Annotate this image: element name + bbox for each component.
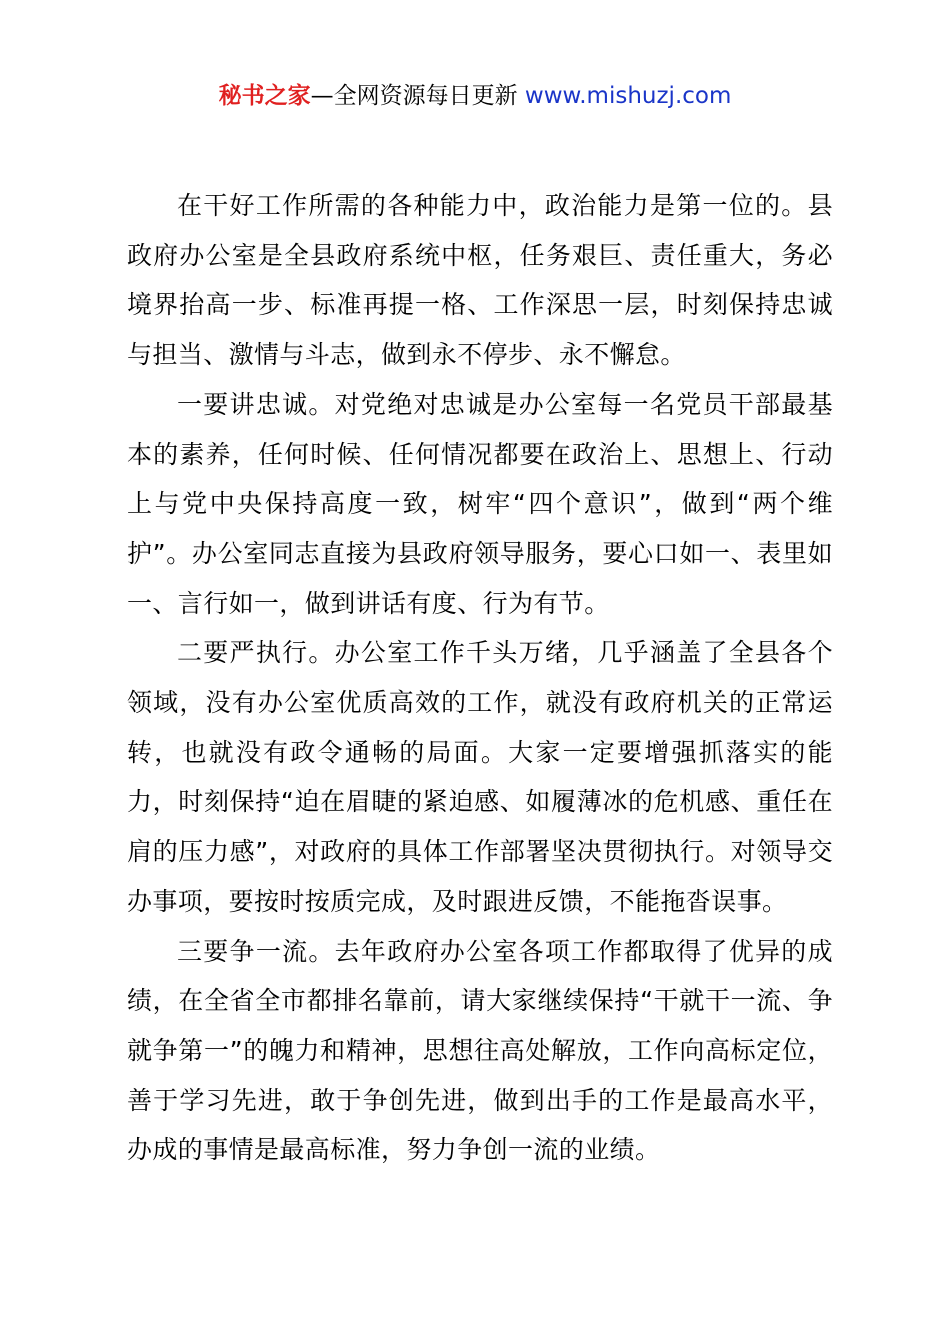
page-header <box>0 80 950 112</box>
website-link[interactable]: www.mishuzj.com <box>524 83 732 109</box>
document-body <box>127 181 833 1175</box>
header-tagline: —全网资源每日更新 <box>310 83 525 109</box>
brand-name: 秘书之家 <box>218 83 311 109</box>
paragraph-intro: 在干好工作所需的各种能力中，政治能力是第一位的。县政府办公室是全县政府系统中枢，任务艰巨、责任重大，务必境界抬高一步、标准再提一格、工作深思一层，时刻保持忠诚与担当、激情与斗志，做到永不停步、永不懈怠。 <box>127 191 833 370</box>
paragraph-loyalty: 一要讲忠诚。对党绝对忠诚是办公室每一名党员干部最基本的素养，任何时候、任何情况都要在政治上、思想上、行动上与党中央保持高度一致，树牢“四个意识”，做到“两个维护”。办公室同志直接为县政府领导服务，要心口如一、表里如一、言行如一，做到讲话有度、行为有节。 <box>127 389 833 618</box>
paragraph-execution: 二要严执行。办公室工作千头万绪，几乎涵盖了全县各个领域，没有办公室优质高效的工作，就没有政府机关的正常运转，也就没有政令通畅的局面。大家一定要增强抓落实的能力，时刻保持“迫在眉睫的紧迫感、如履薄冰的危机感、重任在肩的压力感”，对政府的具体工作部署坚决贯彻执行。对领导交办事项，要按时按质完成，及时跟进反馈，不能拖沓误事。 <box>127 638 833 916</box>
paragraph-first-class: 三要争一流。去年政府办公室各项工作都取得了优异的成绩，在全省全市都排名靠前，请大家继续保持“干就干一流、争就争第一”的魄力和精神，思想往高处解放，工作向高标定位，善于学习先进，敢于争创先进，做到出手的工作是最高水平，办成的事情是最高标准，努力争创一流的业绩。 <box>127 936 833 1165</box>
